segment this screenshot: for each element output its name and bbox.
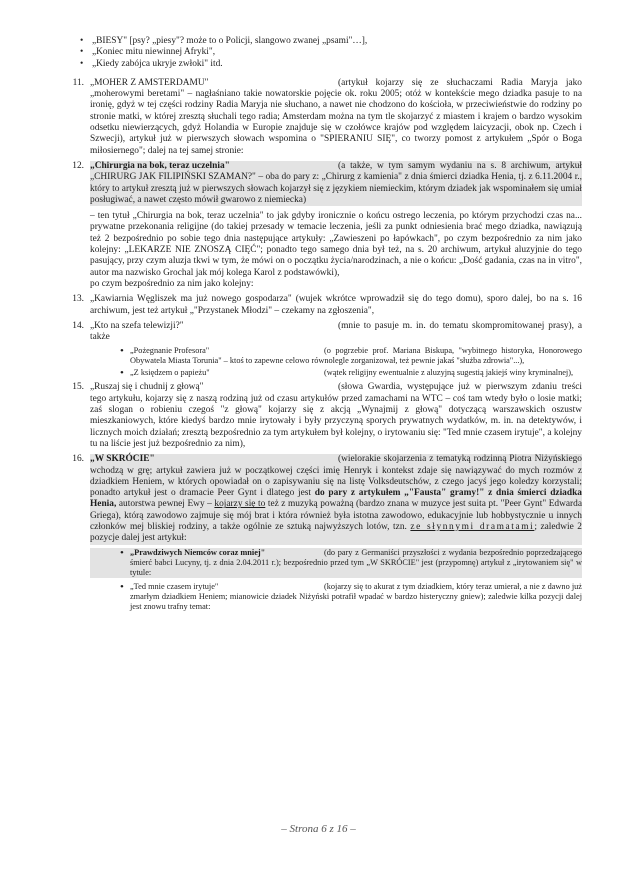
list-item-16: [60, 454, 582, 611]
item-number: 14.: [72, 320, 84, 331]
item-lead: (słowa Gwardia, występujące już w pierwszym zdaniu: [338, 382, 557, 393]
item-body-spaced: ze słynnymi dramatami: [410, 521, 535, 532]
sub-item-title: „Ted mnie czasem irytuje": [130, 581, 219, 591]
item-lead: (a także, w tym samym wydaniu na s. 8 archiwum,: [338, 160, 551, 171]
page-footer: – Strona 6 z 16 –: [281, 823, 356, 835]
list-item-11: [60, 78, 582, 157]
list-item-13: [60, 294, 582, 317]
item-title: „Chirurgia na bok, teraz uczelnia": [90, 160, 230, 171]
sub-list-item: [90, 368, 582, 378]
item-body: „moherowymi beretami" – nagłaśniano takie nowatorskie pojęcie ok. roku 2005; otóż w kontekście mego dziadka pasuje to na ironię, gdyż w tej części rodziny Radia Maryja nie słuchano, a nawet nie chodzono do kościoła, w przeciwieństwie do rodziny po stronie matki, w której zresztą słuchali tego radia; Amsterdam można na tym tle skojarzyć z miastem i krajem o bardzo wysokim odsetku niewierzących, gdyż Holandia w Europie znajduje się w czołówce krajów pod względem laicyzacji, obok np. Czech i Szwecji), artykuł już w pierwszych słowach wspomina o "SPIERANIU SIĘ", co tworzy pomost z artykułem „Spór o Boga miłosiernego"; dalej na tej samej stronie:: [90, 89, 582, 156]
paragraph: po czym bezpośrednio za nim jako kolejny:: [90, 278, 254, 289]
sub-list-item: [90, 548, 582, 578]
list-item: [60, 36, 582, 47]
list-item: [60, 47, 582, 58]
sub-item-title: „Pożegnanie Profesora": [130, 346, 210, 356]
list-item-14: [60, 321, 582, 379]
sub-item-note: (kojarzy się to akurat z tym dziadkiem, który teraz umierał, a nie z dawno już zmarłym dziadkiem Heniem; mianowicie dziadek Niżyński potrafił wpadać w bardzo histeryczny gniew); zaledwie kilka pozycji dalej jest znowu trafny temat:: [130, 581, 582, 611]
item-title: „Kto na szefa telewizji?": [90, 320, 184, 331]
item-number: 12.: [72, 160, 84, 171]
item-number: 16.: [72, 454, 84, 465]
item-body-bold: do pary z artykułem „"Fausta" gramy!" z dnia śmierci dziadka Henia,: [90, 488, 582, 510]
item-body: artykuł „CHIRURG JAK FILIPIŃSKI SZAMAN?" – oba do pary z: „Chirurg z kamienia" z dnia śmierci dziadka Henia, tj. z 6.11.2004 r., który to artykuł zresztą już w pierwszych słowach kojarzył się z językiem niemieckim, którym dziadek jak wspominałem się umiał posługiwać, a nawet często mówił gwarowo z niemiecka): [90, 160, 582, 205]
item-title: „W SKRÓCIE": [90, 454, 155, 465]
list-item-12: [60, 161, 582, 290]
item-body-continued: [90, 279, 582, 290]
item-lead: (wielorakie skojarzenia z tematyką rodzinną Piotra: [338, 454, 532, 465]
item-body-underlined: kojarzy się to: [214, 499, 266, 510]
item-body: Niżyńskiego wchodzą w grę; artykuł zawiera już w początkowej części imię Henryk i kontekst zdaje się nawiązywać do mych rozmów z dziadkiem Heniem, w których opowiadał on o zapisywaniu się na listę Volksdeutschów, z czego jacyś jego koledzy korzystali; ponadto artykuł jest o dramacie Peer Gynt i dlatego jest: [90, 454, 582, 499]
item-number: 11.: [72, 77, 84, 88]
item-lead: (mnie to pasuje m. in. do tematu skompromitowanej: [338, 320, 545, 331]
item-number: 15.: [72, 382, 84, 393]
highlighted-block: [90, 454, 582, 544]
bullet-text: „Kiedy zabójca ukryje zwłoki" itd.: [92, 58, 223, 69]
item-body: „Kawiarnia Węgliszek ma już nowego gospodarza" (wujek wkrótce wprowadził się do tego domu), sporo dalej, bo na s. 16 archiwum, jest też artykuł „"Przystanek Młodzi" – czekamy na zgłoszenia",: [90, 294, 582, 316]
sub-list-item: [90, 582, 582, 612]
item-body-continued: [90, 211, 582, 279]
sub-item-title: „Prawdziwych Niemców coraz mniej": [130, 547, 266, 557]
sub-item-note: (do pary z Germaniści przyszłości z wydania bezpośrednio poprzedzającego śmierć babci Lucyny, tj. z dnia 2.04.2011 r.); bezpośrednio przed tym „W SKRÓCIE" jest (przypomnę) artykuł z „irytowaniem się" w tytule:: [130, 547, 582, 577]
bullet-text: „BIESY" [psy? „piesy"? może to o Policji, slangowo zwanej „psami"…],: [92, 36, 368, 46]
highlighted-block: [90, 161, 582, 206]
sub-item-title: „Z księdzem o papieżu": [130, 368, 210, 378]
item-title: „Ruszaj się i chudnij z głową": [90, 382, 204, 393]
list-item: [60, 59, 582, 70]
sub-list-item: [90, 346, 582, 366]
item-number: 13.: [72, 294, 84, 305]
item-body: ; zaledwie 2 pozycje dalej jest artykuł:: [90, 521, 582, 544]
sub-item-note: (wątek religijny ewentualnie z aluzyjną sugestią jakiejś winy kryminalnej),: [324, 368, 574, 378]
page-content: [60, 36, 582, 612]
item-lead: (artykuł kojarzy się ze słuchaczami Radia Maryja jako: [338, 77, 582, 88]
item-body: treści tego artykułu, kojarzy się z naszą rodziną już od czasu artykułów przed zamachami na WTC – coś tam wtedy było o losie matki; zaś slogan o robieniu czegoś "z głową" kojarzy się z akcją „Wynajmij z głową" dotyczącą warszawskich oszustw mieszkaniowych, które kiedyś bardzo mnie irytowały i były przyczyną sporych prywatnych wydatków, m. in. na detektywów, i licznych moich działań; zresztą bezpośrednio za tym artykułem był kolejny, o irytowaniu się: "Ted mnie czasem irytuje", a kolejny tu na liście jest już bezpośrednio za nim),: [90, 382, 582, 449]
top-bullet-list: [60, 36, 582, 70]
item-title: „MOHER Z AMSTERDAMU": [90, 77, 209, 88]
sub-item-note: (o pogrzebie prof. Mariana Biskupa, "wybitnego historyka, Honorowego Obywatela Miasta Torunia" – ktoś to zapewne celowo równolegle zorganizował, też pewnie jakaś "służba zdrowia"...),: [130, 346, 582, 366]
item-body: autorstwa pewnej Ewy –: [118, 499, 212, 510]
item-tail: prasy), a także: [90, 320, 583, 343]
bullet-text: „Koniec mitu niewinnej Afryki",: [92, 47, 216, 58]
list-item-15: [60, 382, 582, 450]
paragraph: – ten tytuł „Chirurgia na bok, teraz uczelnia" to jak gdyby ironicznie o końcu ostrego leczenia, po którym przychodzi czas na... prywatne przekonania religijne (do takiej przesady w temacie leczenia, jeśli za punkt odniesienia brać mego dziadka, nawiązują też 2 bezpośrednio po sobie tego dnia następujące artykuły: „Zawieszeni po łapówkach", po czym bezpośrednio za nim jako kolejny: „LEKARZE NIE ZNOSZĄ CIĘĆ"; ponadto tego samego dnia był też, na s. 20 archiwum, artykuł aluzyjnie do tego pasujący, przy czym aluzja tkwi w tym, że mówi on o początku życia/narodzinach, a nie o końcu: „Dość gadania, czas na in vitro", autor ma nazwisko Grochal jak mój kolega Karol z podstawówki),: [90, 211, 582, 278]
item-body: też z muzyką poważną (bardzo znana w muzyce jest suita pt. "Peer Gynt" Edwarda Griega), którą zawodowo zajmuje się mój brat i która również była istotna zawodowo, edukacyjnie lub hobbystycznie u innych członków mej bliskiej rodziny, a także ogólnie ze sztuką najwyższych lotów, tzn.: [90, 499, 583, 532]
